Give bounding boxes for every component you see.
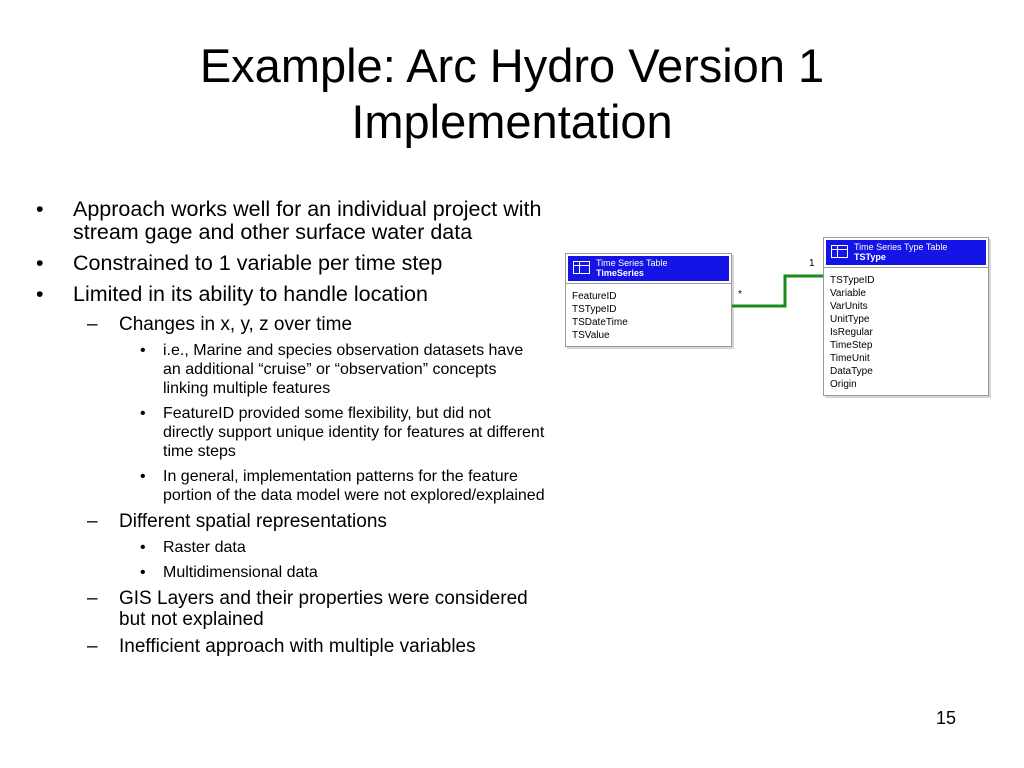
bullet-marker: – [87, 588, 98, 609]
bullet-marker: • [140, 342, 146, 359]
bullet-marker: • [36, 197, 44, 221]
cardinality-many: * [738, 289, 742, 300]
table-field: TimeStep [830, 340, 873, 351]
table-field: DataType [830, 366, 873, 377]
bullet-text: Approach works well for an individual project with stream gage and other surface water data [73, 197, 542, 244]
bullet-text: i.e., Marine and species observation datasets have an additional “cruise” or “observation” concepts linking multiple features [163, 342, 524, 397]
bullet-text: Changes in x, y, z over time [119, 314, 353, 335]
bullet-text: In general, implementation patterns for the feature portion of the data model were not explored/explained [163, 468, 545, 504]
table-field: TSDateTime [572, 317, 628, 328]
table-field: TimeUnit [830, 353, 870, 364]
table-field: Variable [830, 288, 866, 299]
bullet-marker: • [140, 405, 146, 422]
table-field: UnitType [830, 314, 870, 325]
table-caption: Time Series Type Table [854, 242, 948, 252]
bullet-text: FeatureID provided some flexibility, but did not directly support unique identity for features at different time steps [163, 405, 545, 460]
page-number: 15 [936, 708, 957, 728]
table-field: TSValue [572, 330, 610, 341]
table-name: TimeSeries [596, 268, 644, 278]
table-caption: Time Series Table [596, 258, 668, 268]
bullet-text: Different spatial representations [119, 511, 387, 532]
bullet-text: GIS Layers and their properties were considered but not explained [119, 588, 528, 630]
bullet-marker: • [36, 282, 44, 306]
table-name: TSType [854, 252, 886, 262]
bullet-marker: – [87, 636, 98, 657]
cardinality-one: 1 [809, 258, 815, 269]
bullet-text: Raster data [163, 539, 246, 556]
bullet-text: Constrained to 1 variable per time step [73, 251, 443, 275]
relationship-line [732, 276, 823, 306]
bullet-marker: – [87, 314, 98, 335]
bullet-marker: • [140, 539, 146, 556]
table-field: FeatureID [572, 291, 617, 302]
bullet-marker: • [36, 251, 44, 275]
bullet-text: Multidimensional data [163, 564, 318, 581]
bullet-marker: • [140, 564, 146, 581]
bullet-text: Inefficient approach with multiple variables [119, 636, 476, 657]
table-field: Origin [830, 379, 857, 390]
table-field: IsRegular [830, 327, 873, 338]
bullet-text: Limited in its ability to handle location [73, 282, 428, 306]
table-field: TSTypeID [572, 304, 617, 315]
slide-title-line1: Example: Arc Hydro Version 1 [199, 39, 825, 92]
table-field: VarUnits [830, 301, 868, 312]
bullet-marker: – [87, 511, 98, 532]
slide-title-line2: Implementation [351, 95, 673, 148]
bullet-marker: • [140, 468, 146, 485]
table-field: TSTypeID [830, 275, 875, 286]
